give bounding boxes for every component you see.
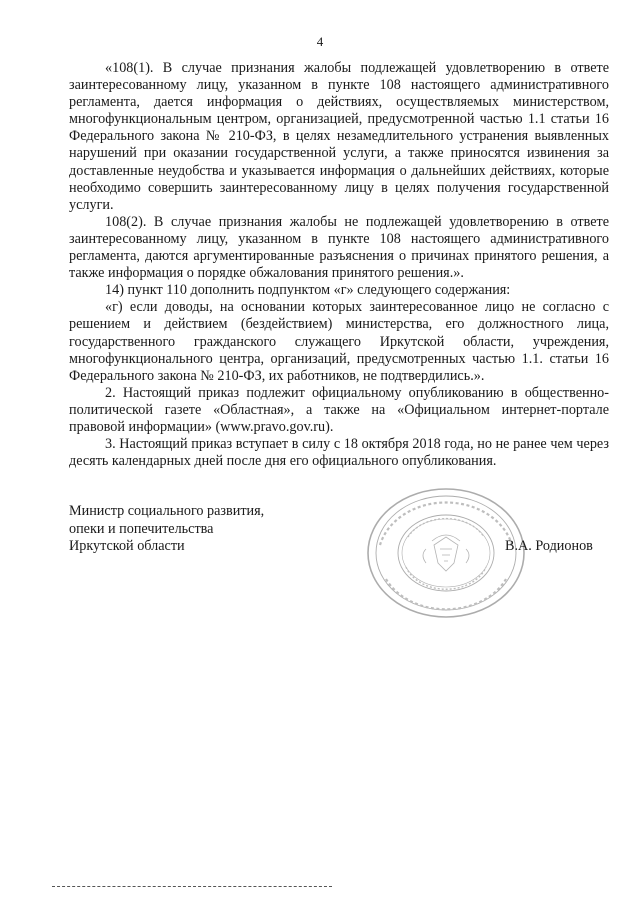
paragraph-point-3: 3. Настоящий приказ вступает в силу с 18 октября 2018 года, но не ранее чем через десять календарных дней после дня его официального опубликования. bbox=[69, 436, 609, 470]
position-line-3: Иркутской области bbox=[69, 538, 185, 554]
paragraph-item-14: 14) пункт 110 дополнить подпунктом «г» следующего содержания: bbox=[105, 282, 511, 299]
page-number: 4 bbox=[316, 34, 324, 49]
position-line-2: опеки и попечительства bbox=[69, 520, 214, 537]
paragraph-point-2: 2. Настоящий приказ подлежит официальному опубликованию в общественно-политической газете «Областная», а также на «Официальном интернет-портале правовой информации» (www.pravo.gov.ru). bbox=[69, 384, 609, 435]
paragraph-108-1: «108(1). В случае признания жалобы подлежащей удовлетворению в ответе заинтересованному лицу, указанном в пункте 108 настоящего административного регламента, дается информация о действиях, осуществляемых министерством, многофункциональным центром, организацией, предусмотренной частью 1.1 статьи 16 Федерального закона № 210-ФЗ, в целях незамедлительного устранения выявленных нарушений при оказании государственной услуги, а также приносятся извинения за доставленные неудобства и указывается информация о дальнейших действиях, которые необходимо совершить заинтересованному лицу в целях получения государственной услуги. bbox=[69, 60, 609, 213]
paragraph-subitem-g: «г) если доводы, на основании которых заинтересованное лицо не согласно с решением и действием (бездействием) министерства, его должностного лица, государственного гражданского служащего Иркутской области, учреждения, многофункционального центра, организаций, предусмотренных частью 1.1. статьи 16 Федерального закона № 210-ФЗ, их работников, не подтвердились.». bbox=[69, 299, 609, 384]
footer-rule bbox=[52, 886, 332, 887]
signer-name: В.А. Родионов bbox=[505, 538, 593, 554]
position-line-1: Министр социального развития, bbox=[69, 503, 265, 519]
signatory-position bbox=[69, 503, 264, 556]
paragraph-108-2: 108(2). В случае признания жалобы не подлежащей удовлетворению в ответе заинтересованному лицу, указанном в пункте 108 настоящего административного регламента, даются аргументированные разъяснения о причинах принятого решения, а также информация о порядке обжалования принятого решения.». bbox=[69, 213, 609, 282]
document-body bbox=[69, 60, 609, 470]
